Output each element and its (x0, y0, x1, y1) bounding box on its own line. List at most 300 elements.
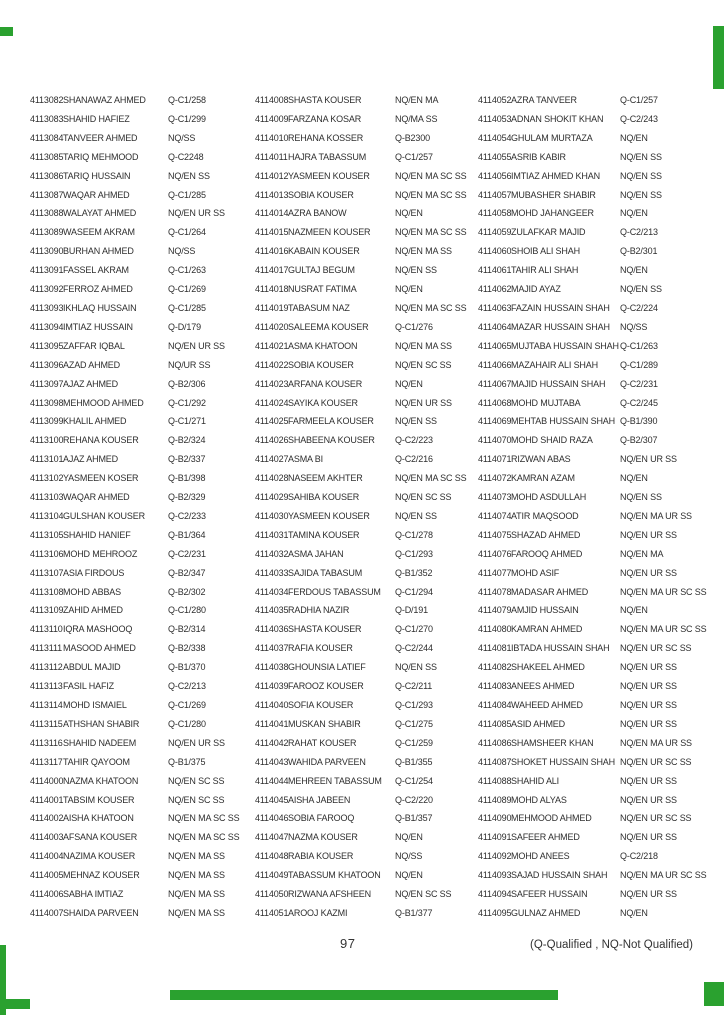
qualification-code: NQ/EN UR SS (168, 208, 225, 219)
candidate-id: 4113113 (30, 681, 63, 692)
candidate-name: SAHIBA KOUSER (288, 492, 360, 503)
candidate-row (30, 322, 255, 341)
candidate-name: SHAKEEL AHMED (511, 662, 585, 673)
candidate-name: ABDUL MAJID (63, 662, 121, 673)
candidate-id: 4114078 (478, 586, 512, 597)
candidate-row (478, 738, 724, 757)
qualification-code: NQ/EN SC SS (395, 492, 452, 503)
candidate-id: 4114020 (255, 321, 289, 332)
qualification-code: Q-B2/329 (168, 492, 206, 503)
candidate-row (255, 530, 478, 549)
candidate-row (478, 341, 724, 360)
candidate-id: 4113101 (30, 454, 64, 465)
qualification-code: NQ/EN MA SS (168, 870, 225, 881)
candidate-name: ASMA JAHAN (288, 548, 344, 559)
candidate-id: 4114057 (478, 189, 512, 200)
candidate-name: YASMEEN KOSER (63, 473, 139, 484)
candidate-name: NAZIMA KOUSER (63, 851, 136, 862)
candidate-id: 4114074 (478, 510, 512, 521)
candidate-id: 4114092 (478, 851, 512, 862)
candidate-row (30, 133, 255, 152)
candidate-name: ASID AHMED (511, 718, 566, 729)
candidate-name: SAYIKA KOUSER (288, 397, 358, 408)
candidate-name: ZULAFKAR MAJID (511, 227, 586, 238)
candidate-row (478, 246, 724, 265)
candidate-id: 4114089 (478, 794, 512, 805)
qualification-code: Q-B1/370 (168, 662, 206, 673)
qualification-code: Q-C2/218 (620, 851, 658, 862)
candidate-name: TAHIR ALI SHAH (511, 265, 579, 276)
candidate-id: 4113087 (30, 189, 64, 200)
candidate-id: 4113106 (30, 548, 64, 559)
candidate-name: TABSIM KOUSER (63, 794, 135, 805)
candidate-row (255, 605, 478, 624)
candidate-name: FAZAIN HUSSAIN SHAH (511, 302, 610, 313)
candidate-id: 4114050 (255, 889, 289, 900)
qualification-code: Q-B2/347 (168, 567, 206, 578)
candidate-name: RAFIA KOUSER (288, 643, 353, 654)
candidate-name: AFSANA KOUSER (63, 832, 138, 843)
qualification-code: Q-B2/302 (168, 586, 206, 597)
qualification-code: NQ/EN MA SC SS (168, 832, 240, 843)
candidate-row (478, 398, 724, 417)
qualification-code: NQ/EN UR SC SS (620, 643, 692, 654)
qualification-code: NQ/EN SS (395, 662, 437, 673)
candidate-id: 4114025 (255, 416, 289, 427)
candidate-name: KAMRAN AZAM (511, 473, 575, 484)
candidate-id: 4113089 (30, 227, 64, 238)
candidate-id: 4113114 (30, 700, 63, 710)
candidate-name: WAHIDA PARVEEN (288, 756, 366, 767)
candidate-id: 4114063 (478, 302, 512, 313)
candidate-id: 4114053 (478, 113, 512, 124)
candidate-name: SAFEER HUSSAIN (511, 889, 588, 900)
qualification-code: NQ/EN UR SS (620, 454, 677, 465)
qualification-code: Q-B1/352 (395, 567, 433, 578)
candidate-name: MOHD SHAID RAZA (511, 435, 593, 446)
candidate-id: 4114043 (255, 756, 289, 767)
candidate-row (478, 851, 724, 870)
candidate-row (478, 284, 724, 303)
candidate-name: AISHA KHATOON (63, 813, 134, 824)
candidate-id: 4114070 (478, 435, 512, 446)
candidate-id: 4113107 (30, 567, 64, 578)
candidate-name: SHAHID ALI (511, 775, 560, 786)
candidate-row (30, 265, 255, 284)
candidate-id: 4113090 (30, 246, 64, 257)
qualification-code: NQ/EN SS (620, 189, 662, 200)
candidate-name: MEHTAB HUSSAIN SHAH (511, 416, 615, 427)
candidate-name: RIZWAN ABAS (511, 454, 571, 465)
qualification-code: NQ/EN MA (395, 95, 439, 105)
qualification-code: Q-C1/269 (168, 700, 206, 710)
candidate-name: YASMEEN KOUSER (288, 510, 370, 521)
qualification-code: Q-C1/292 (168, 397, 206, 408)
candidate-row (478, 587, 724, 606)
candidate-name: SHAHID HANIEF (63, 529, 131, 540)
candidate-name: SHAHID NADEEM (63, 737, 137, 748)
candidate-id: 4114007 (30, 907, 64, 918)
candidate-id: 4114021 (255, 340, 289, 351)
candidate-name: IQRA MASHOOQ (63, 624, 133, 635)
qualification-code: NQ/EN UR SC SS (620, 756, 692, 767)
candidate-row (30, 341, 255, 360)
candidate-id: 4113096 (30, 359, 64, 370)
qualification-code: NQ/EN UR SS (620, 567, 677, 578)
qualification-code: NQ/EN UR SS (168, 737, 225, 748)
candidate-id: 4114075 (478, 529, 512, 540)
qualification-code: Q-C1/271 (168, 416, 206, 427)
qualification-code: Q-C1/263 (620, 340, 658, 351)
candidate-row (255, 832, 478, 851)
candidate-row (478, 568, 724, 587)
qualification-code: Q-C2/211 (395, 681, 433, 692)
candidate-name: RAHAT KOUSER (288, 737, 357, 748)
candidate-name: TARIQ HUSSAIN (63, 170, 131, 181)
candidate-id: 4113108 (30, 586, 64, 597)
qualification-code: Q-C1/293 (395, 700, 433, 710)
candidate-row (255, 398, 478, 417)
candidate-id: 4113094 (30, 321, 64, 332)
candidate-name: NASEEM AKHTER (288, 473, 363, 484)
candidate-id: 4114003 (30, 832, 64, 843)
candidate-id: 4114072 (478, 473, 512, 484)
candidate-id: 4114082 (478, 662, 512, 673)
candidate-row (478, 360, 724, 379)
candidate-id: 4114085 (478, 718, 512, 729)
candidate-row (255, 322, 478, 341)
candidate-row (255, 473, 478, 492)
candidate-row (30, 757, 255, 776)
candidate-name: GULTAJ BEGUM (288, 265, 355, 276)
qualification-code: Q-C1/275 (395, 718, 433, 729)
candidate-id: 4113085 (30, 151, 64, 162)
qualification-code: Q-C1/294 (395, 586, 433, 597)
qualification-code: Q-C1/254 (395, 775, 433, 786)
candidate-id: 4114047 (255, 832, 289, 843)
candidate-row (255, 662, 478, 681)
candidate-name: WAQAR AHMED (63, 492, 130, 503)
candidate-row (255, 246, 478, 265)
qualification-code: NQ/EN SC SS (395, 889, 452, 900)
qualification-code: NQ/UR SS (168, 359, 211, 370)
candidate-id: 4114042 (255, 737, 289, 748)
candidate-name: IMTIAZ HUSSAIN (63, 321, 133, 332)
candidate-id: 4114011 (255, 151, 288, 162)
candidate-row (30, 605, 255, 624)
qualification-code: NQ/EN MA SS (395, 340, 452, 351)
candidate-row (255, 227, 478, 246)
candidate-id: 4114035 (255, 605, 289, 616)
candidate-name: SOBIA KOUSER (288, 189, 354, 200)
candidate-id: 4114019 (255, 302, 289, 313)
candidate-list (0, 95, 724, 927)
candidate-name: ATHSHAN SHABIR (63, 718, 140, 729)
candidate-name: MOHD ALYAS (511, 794, 567, 805)
candidate-row (30, 530, 255, 549)
candidate-name: TAMINA KOUSER (288, 529, 360, 540)
candidate-name: TABASUM NAZ (288, 302, 350, 313)
candidate-row (255, 284, 478, 303)
candidate-row (255, 700, 478, 719)
candidate-row (30, 795, 255, 814)
candidate-name: SALEEMA KOUSER (288, 321, 369, 332)
candidate-row (30, 398, 255, 417)
candidate-id: 4113092 (30, 284, 64, 295)
candidate-id: 4114001 (30, 794, 64, 805)
candidate-name: NAZMA KOUSER (288, 832, 358, 843)
candidate-id: 4114002 (30, 813, 64, 824)
qualification-code: Q-C1/280 (168, 718, 206, 729)
candidate-name: AJAZ AHMED (63, 454, 119, 465)
candidate-row (30, 738, 255, 757)
candidate-id: 4114049 (255, 870, 289, 881)
qualification-code: Q-B2/307 (620, 435, 658, 446)
qualification-code: NQ/EN SS (395, 416, 437, 427)
qualification-code: NQ/EN SS (620, 151, 662, 162)
qualification-code: NQ/EN UR SS (620, 718, 677, 729)
candidate-row (478, 605, 724, 624)
candidate-row (30, 246, 255, 265)
qualification-code: NQ/EN (620, 473, 648, 484)
candidate-row (255, 379, 478, 398)
candidate-name: FERDOUS TABASSUM (288, 586, 381, 597)
candidate-row (30, 416, 255, 435)
candidate-name: MUSKAN SHABIR (288, 718, 361, 729)
candidate-row (255, 435, 478, 454)
qualification-code: Q-B1/375 (168, 756, 206, 767)
scan-artifact-bottom-left-horizontal (5, 999, 30, 1009)
candidate-row (478, 171, 724, 190)
qualification-code: Q-C1/285 (168, 302, 206, 313)
candidate-id: 4114051 (255, 907, 289, 918)
candidate-row (255, 511, 478, 530)
candidate-name: MOHD ANEES (511, 851, 570, 862)
candidate-row (478, 530, 724, 549)
candidate-id: 4114061 (478, 265, 512, 276)
candidate-name: SHABEENA KOUSER (288, 435, 375, 446)
candidate-name: AZRA BANOW (288, 208, 347, 219)
candidate-id: 4113082 (30, 95, 64, 105)
candidate-name: MAJID HUSSAIN SHAH (511, 378, 606, 389)
candidate-name: MEHMOOD AHMED (63, 397, 144, 408)
qualification-code: NQ/EN SS (395, 510, 437, 521)
candidate-name: NUSRAT FATIMA (288, 284, 357, 295)
qualification-code: Q-C2/231 (168, 548, 206, 559)
candidate-id: 4113111 (30, 643, 62, 654)
candidate-row (255, 265, 478, 284)
page-number: 97 (340, 936, 356, 951)
qualification-code: NQ/EN SC SS (168, 794, 225, 805)
candidate-id: 4114093 (478, 870, 512, 881)
candidate-name: SOBIA KOUSER (288, 359, 354, 370)
candidate-id: 4114022 (255, 359, 289, 370)
candidate-name: WAHEED AHMED (511, 700, 583, 710)
qualification-code: NQ/EN (620, 605, 648, 616)
qualification-code: NQ/EN MA UR SS (620, 510, 692, 521)
candidate-row (478, 549, 724, 568)
candidate-name: FERROZ AHMED (63, 284, 133, 295)
qualification-code: Q-C1/280 (168, 605, 206, 616)
qualification-code: NQ/EN MA SS (168, 851, 225, 862)
candidate-row (478, 133, 724, 152)
candidate-id: 4114036 (255, 624, 289, 635)
candidate-id: 4113103 (30, 492, 64, 503)
candidate-id: 4114071 (478, 454, 512, 465)
candidate-id: 4114048 (255, 851, 289, 862)
candidate-name: REHANA KOSSER (288, 132, 364, 143)
candidate-id: 4114013 (255, 189, 289, 200)
candidate-row (30, 719, 255, 738)
candidate-id: 4114034 (255, 586, 289, 597)
candidate-name: MAJID AYAZ (511, 284, 561, 295)
qualification-code: NQ/EN SC SS (395, 359, 452, 370)
candidate-id: 4114033 (255, 567, 289, 578)
qualification-code: Q-B2/314 (168, 624, 206, 635)
candidate-id: 4114031 (255, 529, 289, 540)
candidate-id: 4114008 (255, 95, 289, 105)
candidate-row (30, 454, 255, 473)
candidate-name: SHOIB ALI SHAH (511, 246, 580, 257)
candidate-name: FARMEELA KOUSER (288, 416, 374, 427)
qualification-code: Q-D/191 (395, 605, 428, 616)
candidate-id: 4114088 (478, 775, 512, 786)
candidate-id: 4113115 (30, 718, 63, 729)
candidate-row (30, 700, 255, 719)
candidate-row (30, 587, 255, 606)
candidate-row (30, 813, 255, 832)
qualification-code: Q-C2/213 (620, 227, 658, 238)
candidate-row (478, 265, 724, 284)
candidate-id: 4113088 (30, 208, 64, 219)
candidate-name: SOFIA KOUSER (288, 700, 354, 710)
candidate-id: 4114014 (255, 208, 289, 219)
qualification-code: Q-C2/243 (620, 113, 658, 124)
qualification-code: NQ/EN MA UR SC SS (620, 870, 707, 881)
candidate-id: 4114064 (478, 321, 512, 332)
candidate-name: FAROOQ AHMED (511, 548, 583, 559)
candidate-row (30, 303, 255, 322)
candidate-row (255, 171, 478, 190)
candidate-name: ARFANA KOUSER (288, 378, 363, 389)
qualification-legend: (Q-Qualified , NQ-Not Qualified) (530, 939, 693, 951)
candidate-id: 4114032 (255, 548, 289, 559)
qualification-code: Q-B2/306 (168, 378, 206, 389)
candidate-name: ASRIB KABIR (511, 151, 566, 162)
candidate-name: MEHNAZ KOUSER (63, 870, 140, 881)
candidate-row (478, 662, 724, 681)
candidate-row (478, 889, 724, 908)
qualification-code: NQ/EN MA SC SS (395, 189, 467, 200)
qualification-code: NQ/EN SS (620, 284, 662, 295)
candidate-name: AJAZ AHMED (63, 378, 119, 389)
candidate-name: IKHLAQ HUSSAIN (63, 302, 137, 313)
candidate-id: 4113091 (30, 265, 64, 276)
qualification-code: NQ/EN MA (620, 548, 664, 559)
candidate-id: 4114076 (478, 548, 512, 559)
qualification-code: Q-C1/293 (395, 548, 433, 559)
qualification-code: NQ/EN MA SS (168, 889, 225, 900)
candidate-id: 4113083 (30, 113, 64, 124)
candidate-id: 4114045 (255, 794, 289, 805)
candidate-name: ADNAN SHOKIT KHAN (511, 113, 604, 124)
qualification-code: Q-B1/355 (395, 756, 433, 767)
qualification-code: Q-C1/258 (168, 95, 206, 105)
candidate-row (255, 889, 478, 908)
candidate-name: BURHAN AHMED (63, 246, 134, 257)
candidate-name: WASEEM AKRAM (63, 227, 135, 238)
candidate-row (478, 870, 724, 889)
candidate-row (478, 190, 724, 209)
candidate-row (255, 208, 478, 227)
candidate-row (478, 492, 724, 511)
qualification-code: Q-C1/285 (168, 189, 206, 200)
candidate-id: 4113099 (30, 416, 64, 427)
candidate-row (255, 341, 478, 360)
qualification-code: NQ/EN MA SC SS (168, 813, 240, 824)
candidate-row (30, 889, 255, 908)
candidate-row (255, 454, 478, 473)
qualification-code: NQ/EN SS (620, 492, 662, 503)
candidate-row (30, 435, 255, 454)
candidate-row (30, 870, 255, 889)
qualification-code: NQ/SS (620, 321, 648, 332)
candidate-id: 4114037 (255, 643, 289, 654)
candidate-name: TAHIR QAYOOM (63, 756, 130, 767)
candidate-id: 4114060 (478, 246, 512, 257)
candidate-name: WAQAR AHMED (63, 189, 130, 200)
candidate-id: 4114073 (478, 492, 512, 503)
candidate-name: RADHIA NAZIR (288, 605, 350, 616)
qualification-code: Q-C1/259 (395, 737, 433, 748)
qualification-code: NQ/EN (395, 378, 423, 389)
candidate-row (478, 776, 724, 795)
qualification-code: Q-C1/257 (395, 151, 433, 162)
qualification-code: Q-C1/269 (168, 284, 206, 295)
qualification-code: Q-C2/213 (168, 681, 206, 692)
candidate-name: MOHD JAHANGEER (511, 208, 594, 219)
candidate-name: SHOKET HUSSAIN SHAH (511, 756, 616, 767)
candidate-row (30, 851, 255, 870)
candidate-id: 4113102 (30, 473, 64, 484)
candidate-id: 4114058 (478, 208, 512, 219)
candidate-name: SHASTA KOUSER (288, 624, 362, 635)
candidate-row (478, 152, 724, 171)
candidate-column-1 (30, 95, 255, 927)
candidate-row (255, 738, 478, 757)
qualification-code: NQ/EN (620, 907, 648, 918)
qualification-code: Q-C1/270 (395, 624, 433, 635)
qualification-code: Q-C2/233 (168, 510, 206, 521)
candidate-row (30, 511, 255, 530)
candidate-row (478, 700, 724, 719)
candidate-row (478, 473, 724, 492)
candidate-id: 4113084 (30, 132, 64, 143)
candidate-id: 4114080 (478, 624, 512, 635)
candidate-name: NAZMA KHATOON (63, 775, 139, 786)
candidate-id: 4114062 (478, 284, 512, 295)
candidate-row (255, 719, 478, 738)
candidate-name: FAROOZ KOUSER (288, 681, 364, 692)
candidate-id: 4114054 (478, 132, 512, 143)
qualification-code: NQ/EN MA UR SC SS (620, 624, 707, 635)
candidate-row (478, 208, 724, 227)
candidate-id: 4113086 (30, 170, 64, 181)
candidate-row (255, 776, 478, 795)
candidate-name: GHULAM MURTAZA (511, 132, 593, 143)
candidate-name: MUBASHER SHABIR (511, 189, 596, 200)
candidate-id: 4114044 (255, 775, 289, 786)
